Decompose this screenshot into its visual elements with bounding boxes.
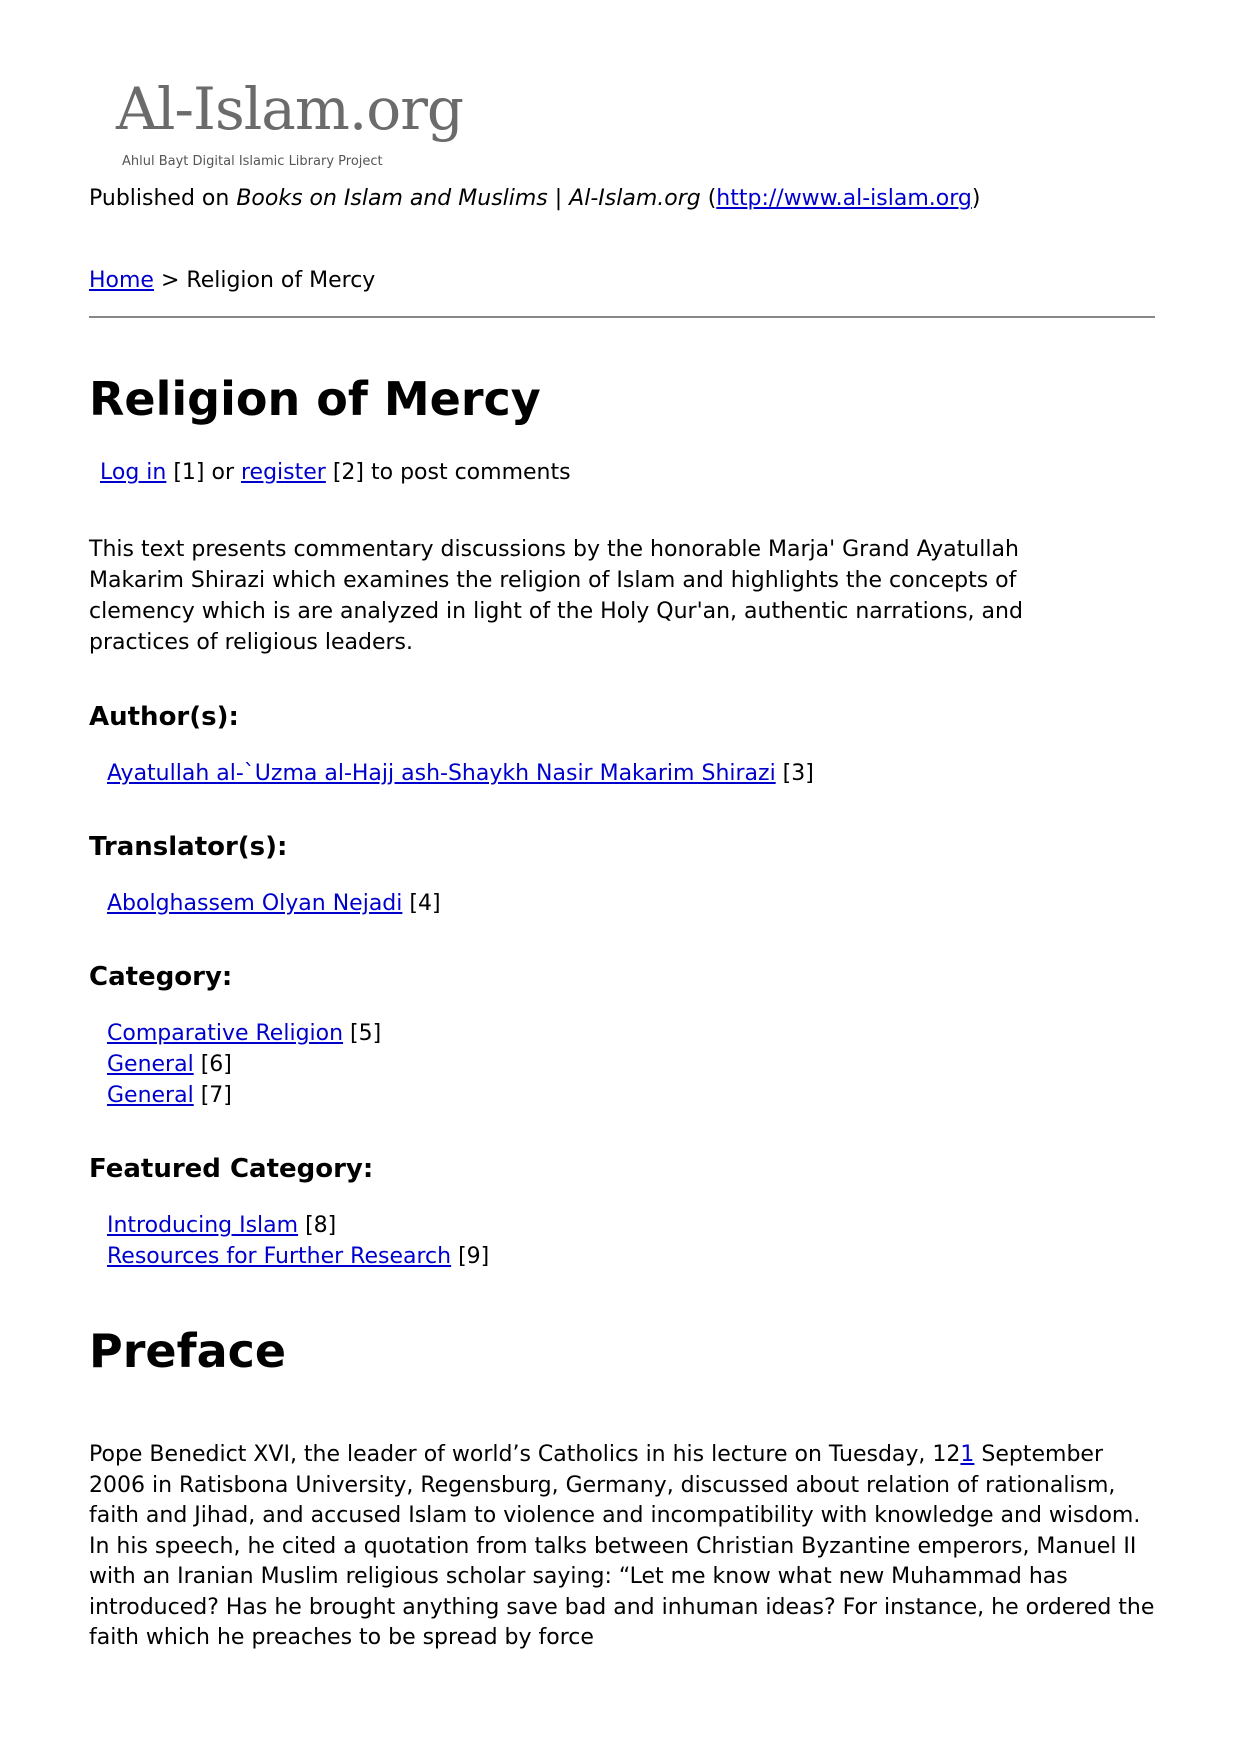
logo-name: Al-Islam.org — [116, 75, 464, 143]
category-heading: Category: — [89, 962, 233, 992]
register-ref: [2] to post comments — [325, 460, 571, 485]
reference-number: [4] — [402, 891, 441, 916]
register-link[interactable]: register — [241, 460, 326, 485]
featured-category-link[interactable]: Introducing Islam — [107, 1213, 299, 1238]
featured-category-heading: Featured Category: — [89, 1154, 374, 1184]
authors-list — [107, 758, 814, 789]
open-paren: ( — [700, 186, 717, 211]
divider — [89, 316, 1155, 318]
list-item — [107, 1210, 489, 1241]
footnote-link[interactable]: 1 — [960, 1442, 975, 1467]
preface-heading: Preface — [89, 1324, 287, 1378]
reference-number: [9] — [451, 1244, 490, 1269]
intro-paragraph: This text presents commentary discussions by the honorable Marja' Grand Ayatullah Makarim Shirazi which examines the religion of Islam and highlights the concepts of clemency which is are analyzed in light of the Holy Qur'an, authentic narrations, and practices of religious leaders. — [89, 537, 1023, 655]
list-item — [107, 1080, 381, 1111]
preface-text-rest: September 2006 in Ratisbona University, Regensburg, Germany, discussed about relation of rationalism, faith and Jihad, and accused Islam to violence and incompatibility with knowledge and wisdom. In his speech, he cited a quotation from talks between Christian Byzantine emperors, Manuel II with an Iranian Muslim religious scholar saying: “Let me know what new Muhammad has introduced? Has he brought anything save bad and inhuman ideas? For instance, he ordered the faith which he preaches to be spread by force — [89, 1442, 1155, 1650]
breadcrumb-home-link[interactable]: Home — [89, 268, 154, 293]
list-item — [107, 1018, 381, 1049]
login-ref: [1] or — [166, 460, 241, 485]
translators-list — [107, 888, 441, 919]
published-line — [89, 186, 980, 211]
breadcrumb — [89, 268, 375, 293]
list-item — [107, 888, 441, 919]
translator-link[interactable]: Abolghassem Olyan Nejadi — [107, 891, 403, 916]
authors-heading: Author(s): — [89, 702, 239, 732]
preface-text-start: Pope Benedict XVI, the leader of world’s Catholics in his lecture on Tuesday, 12 — [89, 1442, 961, 1467]
category-list — [107, 1018, 381, 1111]
published-prefix: Published on — [89, 186, 237, 211]
list-item — [107, 758, 814, 789]
reference-number: [3] — [775, 761, 814, 786]
site-logo — [116, 75, 476, 174]
reference-number: [5] — [343, 1021, 382, 1046]
login-link[interactable]: Log in — [100, 460, 167, 485]
translators-heading: Translator(s): — [89, 832, 288, 862]
site-url-link[interactable]: http://www.al-islam.org — [716, 186, 972, 211]
logo-tagline: Ahlul Bayt Digital Islamic Library Project — [122, 154, 383, 169]
category-link[interactable]: Comparative Religion — [107, 1021, 344, 1046]
author-link[interactable]: Ayatullah al-`Uzma al-Hajj ash-Shaykh Nasir Makarim Shirazi — [107, 761, 776, 786]
published-source: Books on Islam and Muslims | Al-Islam.org — [236, 186, 701, 211]
reference-number: [8] — [298, 1213, 337, 1238]
preface-paragraph — [89, 1440, 1159, 1654]
featured-category-list — [107, 1210, 489, 1272]
list-item — [107, 1049, 381, 1080]
page-title: Religion of Mercy — [89, 372, 541, 426]
reference-number: [6] — [193, 1052, 232, 1077]
login-prompt — [100, 460, 571, 485]
close-paren: ) — [971, 186, 981, 211]
list-item — [107, 1241, 489, 1272]
breadcrumb-current: Religion of Mercy — [186, 268, 376, 293]
category-link[interactable]: General — [107, 1083, 194, 1108]
featured-category-link[interactable]: Resources for Further Research — [107, 1244, 452, 1269]
reference-number: [7] — [193, 1083, 232, 1108]
category-link[interactable]: General — [107, 1052, 194, 1077]
breadcrumb-separator: > — [153, 268, 187, 293]
